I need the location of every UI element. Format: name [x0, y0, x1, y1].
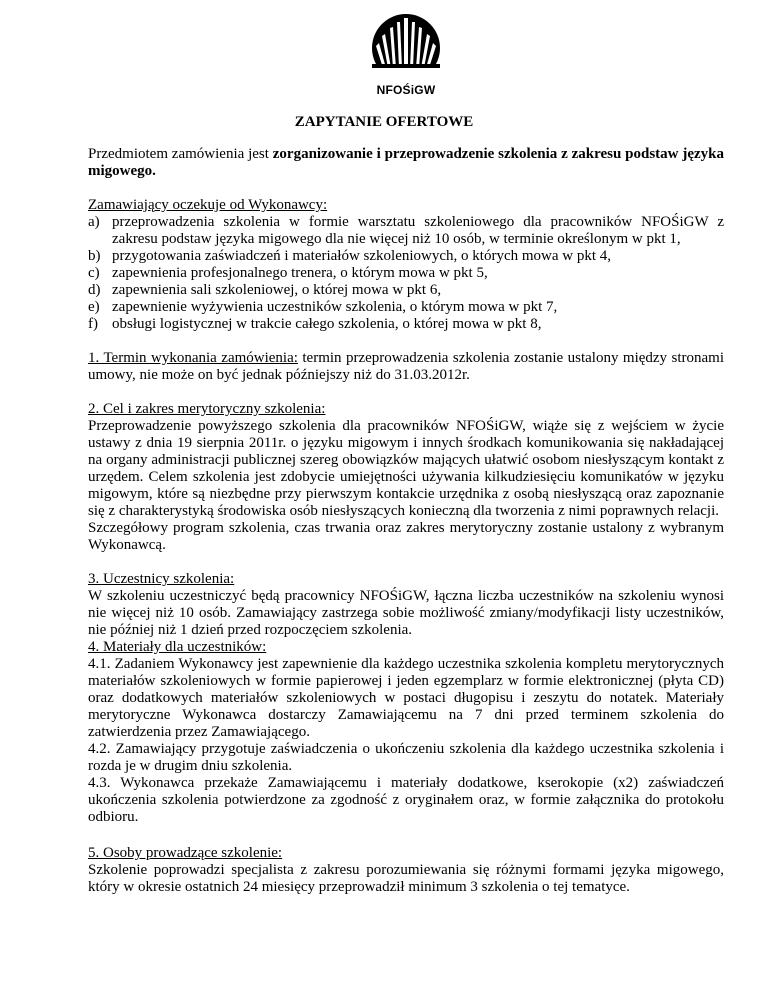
section-4-paragraph-3: 4.3. Wykonawca przekaże Zamawiającemu i materiały dodatkowe, kserokopie (x2) zaświadczeń ukończenia szkolenia potwierdzone za zgodność z oryginałem oraz, w formie załącznika do protokołu odbioru.: [88, 775, 724, 825]
list-item: c) zapewnienia profesjonalnego trenera, o którym mowa w pkt 5,: [88, 265, 488, 281]
nfosigw-logo: [364, 12, 448, 100]
section-3-heading: 3. Uczestnicy szkolenia:: [88, 571, 235, 587]
logo-emblem-icon: [364, 12, 448, 84]
logo-text: NFOŚiGW: [376, 83, 436, 97]
section-3-text: W szkoleniu uczestniczyć będą pracownicy NFOŚiGW, łączna liczba uczestników na szkoleniu wynosi nie więcej niż 10 osób. Zamawiający zastrzega sobie możliwość zmiany/modyfikacji listy uczestników, nie później niż 1 dzień przed rozpoczęciem szkolenia.: [88, 588, 724, 638]
section-4-paragraph-1: 4.1. Zadaniem Wykonawcy jest zapewnienie dla każdego uczestnika szkolenia kompletu merytorycznych materiałów szkoleniowych w formie papierowej i jeden egzemplarz w formie elektronicznej (płyta CD) oraz dodatkowych materiałów szkoleniowych w postaci długopisu i zeszytu do notatek. Materiały merytoryczne Wykonawca dostarczy Zamawiającemu na 7 dni przed terminem szkolenia do zatwierdzenia przez Zamawiającego.: [88, 656, 724, 740]
section-4-heading: 4. Materiały dla uczestników:: [88, 639, 267, 655]
section-2-paragraph-1: Przeprowadzenie powyższego szkolenia dla pracowników NFOŚiGW, wiąże się z wejściem w życie ustawy z dnia 19 sierpnia 2011r. o języku migowym i innych środkach komunikowania się nakładającej na organy administracji publicznej szereg obowiązków mających ułatwić osobom niesłyszącym kontakt z urzędem. Celem szkolenia jest zdobycie umiejętności używania kilkudziesięciu komunikatów w języku migowym, które są niezbędne przy pierwszym kontakcie urzędnika z osobą niesłyszącą oraz zapoznanie się z charakterystyką środowiska osób niesłyszących konieczną dla tworzenia z nimi poprawnych relacji.: [88, 418, 724, 519]
list-item: f) obsługi logistycznej w trakcie całego szkolenia, o której mowa w pkt 8,: [88, 316, 542, 332]
intro-bold: zorganizowanie i przeprowadzenie szkolenia z zakresu podstaw języka migowego.: [88, 146, 724, 179]
section-2-heading: 2. Cel i zakres merytoryczny szkolenia:: [88, 401, 326, 417]
section-5: [88, 845, 724, 896]
section-5-text: Szkolenie poprowadzi specjalista z zakresu porozumiewania się różnymi formami języka migowego, który w okresie ostatnich 24 miesięcy przeprowadził minimum 3 szkolenia o tej tematyce.: [88, 862, 724, 895]
expectations-list: [88, 214, 724, 333]
section-1: [88, 350, 724, 384]
list-item: b) przygotowania zaświadczeń i materiałów szkoleniowych, o których mowa w pkt 4,: [88, 248, 612, 264]
expectations-heading: Zamawiający oczekuje od Wykonawcy:: [88, 197, 328, 213]
section-4: [88, 639, 724, 826]
section-2: [88, 401, 724, 554]
section-1-text: termin przeprowadzenia szkolenia zostanie ustalony między stronami umowy, nie może on być jednak późniejszy niż do 31.03.2012r.: [88, 350, 725, 383]
intro-lead: Przedmiotem zamówienia jest: [88, 146, 273, 162]
section-5-heading: 5. Osoby prowadzące szkolenie:: [88, 845, 283, 861]
document-title: ZAPYTANIE OFERTOWE: [294, 114, 474, 130]
section-1-heading: 1. Termin wykonania zamówienia:: [88, 350, 298, 366]
intro-paragraph: [88, 146, 724, 180]
section-4-paragraph-2: 4.2. Zamawiający przygotuje zaświadczenia o ukończeniu szkolenia dla każdego uczestnika szkolenia i rozda je w drugim dniu szkolenia.: [88, 741, 724, 774]
list-item: a) przeprowadzenia szkolenia w formie warsztatu szkoleniowego dla pracowników NFOŚiGW z zakresu podstaw języka migowego dla nie więcej niż 10 osób, w terminie określonym w pkt 1,: [88, 214, 724, 247]
section-2-paragraph-2: Szczegółowy program szkolenia, czas trwania oraz zakres merytoryczny zostanie ustalony z wybranym Wykonawcą.: [88, 520, 724, 553]
list-item: e) zapewnienie wyżywienia uczestników szkolenia, o którym mowa w pkt 7,: [88, 299, 558, 315]
section-3: [88, 571, 724, 639]
list-item: d) zapewnienia sali szkoleniowej, o której mowa w pkt 6,: [88, 282, 442, 298]
